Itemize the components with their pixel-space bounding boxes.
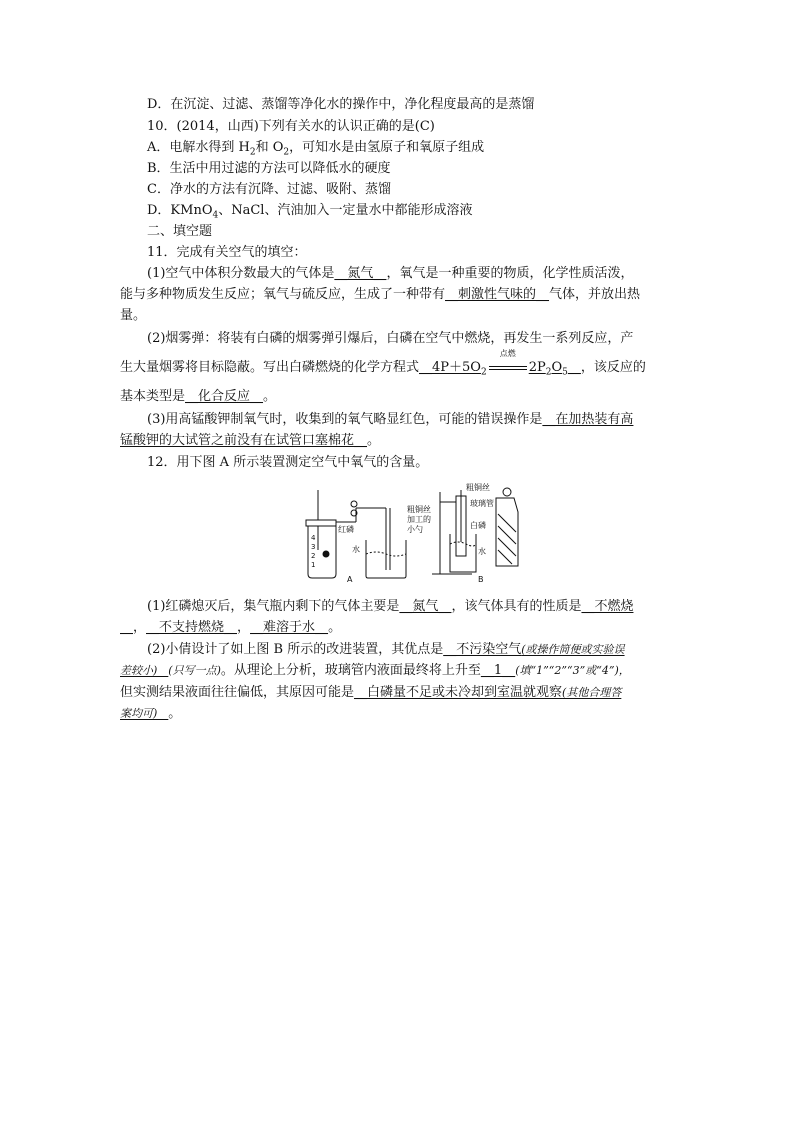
figure-a-water-label: 水 xyxy=(352,545,360,554)
figure-b-copper-wire-left-label: 粗铜丝 xyxy=(407,505,431,514)
figure-b-processed-label: 加工的 xyxy=(407,515,431,524)
question-12-part-2-line-4: 案均可)__。 xyxy=(120,706,182,721)
figure-b-spoon-label: 小勺 xyxy=(407,525,423,534)
option-d-purification: D．在沉淀、过滤、蒸馏等净化水的操作中，净化程度最高的是蒸馏 xyxy=(147,97,535,112)
question-11-part-2-line-3: 基本类型是__化合反应__。 xyxy=(120,389,277,404)
figure-b-caption: B xyxy=(478,575,484,584)
question-11-part-2-line-1: (2)烟雾弹：将装有白磷的烟雾弹引爆后，白磷在空气中燃烧，再发生一系列反应，产 xyxy=(147,331,634,346)
question-10-option-a: A．电解水得到 $H_2$和 $O_2$，可知水是由氢原子和氧原子组成 xyxy=(147,140,485,158)
question-11-part-1-line-1: (1)空气中体积分数最大的气体是__氮气__，氧气是一种重要的物质，化学性质活泼， xyxy=(147,266,634,281)
reaction-arrow: 点燃 xyxy=(489,359,527,377)
figure-a-scale-4: 4 xyxy=(311,534,316,542)
figure-b-copper-wire-top-label: 粗铜丝 xyxy=(466,483,490,492)
question-11: 11．完成有关空气的填空： xyxy=(147,245,307,260)
figure-a-red-phosphorus-label: 红磷 xyxy=(338,525,354,534)
question-12-part-1-line-2: __，__不支持燃烧__，__难溶于水__。 xyxy=(120,620,342,635)
figure-a-scale-2: 2 xyxy=(311,552,316,560)
figure-a-scale-3: 3 xyxy=(311,543,316,551)
figure-b-white-phosphorus-label: 白磷 xyxy=(470,521,486,530)
apparatus-figure xyxy=(300,482,540,584)
question-11-part-3-line-2: 锰酸钾的大试管之前没有在试管口塞棉花__。 xyxy=(120,433,381,448)
section-heading-fill-in: 二、填空题 xyxy=(147,224,213,239)
question-12-part-2-line-2: 差较小)__(只写一点)。从理论上分析，玻璃管内液面最终将上升至__1__(填“1”“2”“3”或“4”)， xyxy=(120,663,630,678)
question-10-option-c: C．净水的方法有沉降、过滤、吸附、蒸馏 xyxy=(147,182,391,197)
question-11-part-3-line-1: (3)用高锰酸钾制氧气时，收集到的氧气略显红色，可能的错误操作是__在加热装有高 xyxy=(147,412,634,427)
question-12-part-2-line-1: (2)小倩设计了如上图 B 所示的改进装置，其优点是__不污染空气(或操作简便或实验误 xyxy=(147,642,625,657)
combustion-equation: $\_\_4P+5O_2$ 点燃 $2P_2O_5\_\_$ xyxy=(419,349,581,378)
question-11-part-2-line-2: 生大量烟雾将目标隐蔽。写出白磷燃烧的化学方程式$\_\_4P+5O_2$ 点燃 $2P_2O_5\_\_$，该反应的 xyxy=(120,349,646,378)
question-11-part-1-line-2: 能与多种物质发生反应；氧气与硫反应，生成了一种带有__刺激性气味的__气体，并放出热 xyxy=(120,287,641,302)
question-10-option-d: D．KMnO$_4$、NaCl、汽油加入一定量水中都能形成溶液 xyxy=(147,203,473,221)
figure-a-caption: A xyxy=(347,575,353,584)
figure-b-glass-tube-label: 玻璃管 xyxy=(470,499,494,508)
figure-a-apparatus xyxy=(306,490,406,578)
figure-b-water-label: 水 xyxy=(478,547,486,556)
question-11-part-1-line-3: 量。 xyxy=(120,308,147,323)
question-12-part-2-line-3: 但实测结果液面往往偏低，其原因可能是__白磷量不足或未冷却到室温就观察(其他合理答 xyxy=(120,685,622,700)
figure-a-scale-1: 1 xyxy=(311,561,316,569)
question-12-part-1-line-1: (1)红磷熄灭后，集气瓶内剩下的气体主要是__氮气__，该气体具有的性质是__不燃烧 xyxy=(147,599,634,614)
question-10: 10．(2014，山西)下列有关水的认识正确的是(C) xyxy=(147,119,435,134)
question-12: 12．用下图 A 所示装置测定空气中氧气的含量。 xyxy=(147,455,429,470)
question-10-option-b: B．生活中用过滤的方法可以降低水的硬度 xyxy=(147,161,391,176)
